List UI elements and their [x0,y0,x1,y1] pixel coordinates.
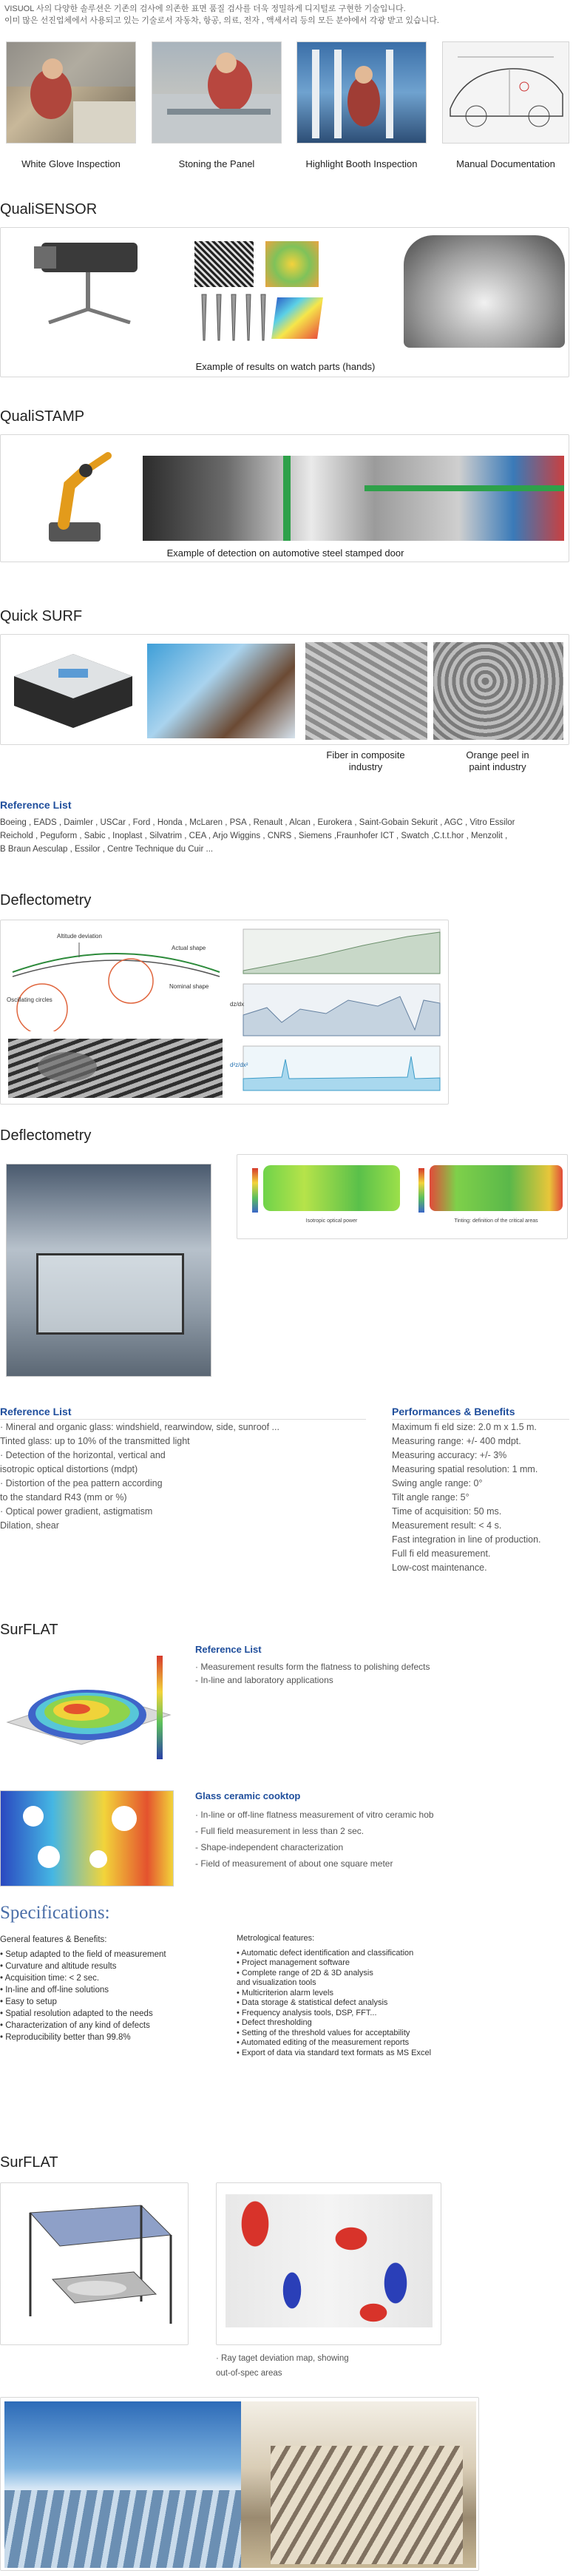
caption-orange-line-1: Orange peel in [466,749,529,761]
reference-heading: Reference List [0,799,72,811]
quicksurf-device-image [7,647,140,735]
performance-list [392,1420,541,1575]
surflat-caption [216,2351,349,2381]
watch-pattern-image [194,241,254,287]
intro-line-1: VISUOL 사의 다양한 솔루션은 기존의 검사에 의존한 표면 품질 검사를 더욱 정밀하게 디지털로 구현한 기술입니다. [4,4,406,13]
reference-item: to the standard R43 (mm or %) [0,1492,127,1503]
orange-peel-image [433,642,563,740]
performance-item: Measuring spatial resolution: 1 mm. [392,1464,538,1474]
windshield-booth-photo [6,1164,211,1377]
surflat-3d-map [0,1648,177,1767]
surflat-title-2: SurFLAT [0,2154,58,2171]
general-feature-item: • In-line and off-line solutions [0,1986,109,1995]
general-feature-item: • Acquisition time: < 2 sec. [0,1974,100,1983]
performance-item: Fast integration in line of production. [392,1534,541,1545]
general-features [0,1934,166,2043]
deflectometry-graphs [230,926,446,1101]
reference-line: B Braun Aesculap , Essilor , Centre Technique du Cuir ... [0,845,214,854]
quicksurf-panel [0,634,569,745]
qualistamp-panel [0,434,569,562]
highlight-booth-photo [296,41,427,144]
qualisensor-caption: Example of results on watch parts (hands) [195,361,376,372]
performance-item: Maximum fi eld size: 2.0 m x 1.5 m. [392,1422,537,1432]
general-features-heading: General features & Benefits: [0,1935,107,1944]
watch-hands-image [194,291,268,343]
optical-power-map [263,1165,400,1211]
general-feature-item: • Easy to setup [0,1997,57,2006]
caption-white-glove: White Glove Inspection [21,158,121,169]
glass-cooktop-item: - Field of measurement of about one square meter [195,1858,393,1869]
metrological-item: • Defect thresholding [237,2018,312,2027]
graph-label-d2zdx2: d²z/dx² [230,1062,248,1068]
solar-mirror-photo-2 [241,2401,476,2568]
reference-item: isotropic optical distortions (mdpt) [0,1464,138,1474]
metrological-features [237,1934,431,2058]
fiber-composite-image [305,642,427,740]
watch-heatmap-image [265,241,319,287]
qualisensor-title: QualiSENSOR [0,201,98,218]
surflat-reference-heading: Reference List [195,1644,262,1655]
surflat-reference-item: - In-line and laboratory applications [195,1675,333,1685]
solar-field-panel [0,2397,479,2571]
label-actual: Actual shape [172,945,206,951]
deflectometry-panel-1 [0,920,449,1105]
windshield-maps-panel [237,1154,568,1239]
deflectometry-reference-heading: Reference List [0,1406,72,1417]
caption-fiber [305,749,427,773]
map-label-1: Isotropic optical power [305,1218,358,1224]
surflat-reference-list [195,1660,430,1687]
qualistamp-caption: Example of detection on automotive steel stamped door [166,547,404,559]
deflectometry-title-1: Deflectometry [0,892,92,908]
divider [392,1419,569,1420]
quicksurf-usage-photo [147,644,295,738]
deflectometry-fringe-image [8,1039,223,1098]
general-feature-item: • Reproducibility better than 99.8% [0,2033,131,2042]
reference-item: Tinted glass: up to 10% of the transmitted light [0,1436,190,1446]
intro-line-2: 이미 많은 선진업체에서 사용되고 있는 기술로서 자동차, 항공, 의료, 전자 , 액세서리 등의 모든 분야에서 각광 받고 있습니다. [4,16,439,25]
glass-cooktop-item: - Full field measurement in less than 2 sec. [195,1826,365,1836]
reference-line: Reichold , Peguform , Sabic , Inoplast , Silvatrim , CEA , Arjo Wiggins , CNRS , Siemens ,Fraunhofer ICT , Swatch ,C.t.t.hor , Menzolit , [0,832,508,840]
cooktop-map [0,1790,174,1887]
metrological-item: • Project management software [237,1958,350,1967]
stamped-door-image [143,456,564,541]
map-label-2: Tinting: definition of the critical areas [454,1218,538,1224]
metrological-heading: Metrological features: [237,1934,315,1943]
qualistamp-title: QualiSTAMP [0,408,85,425]
performance-item: Time of acquisition: 50 ms. [392,1506,502,1517]
glass-cooktop-list [195,1807,434,1872]
label-altitude: Altitude deviation [57,933,102,940]
robot-arm-image [34,441,123,544]
surflat-caption-line-1: · Ray taget deviation map, showing [216,2354,349,2363]
surflat-reference-item: · Measurement results form the flatness to polishing defects [195,1662,430,1672]
performance-item: Measuring range: +/- 400 mdpt. [392,1436,521,1446]
reference-item: · Optical power gradient, astigmatism [0,1506,153,1517]
general-feature-item: • Setup adapted to the field of measurement [0,1950,166,1959]
graph-label-dzdx: dz/dx [230,1001,245,1008]
reference-list [0,816,515,856]
metrological-item: • Frequency analysis tools, DSP, FFT... [237,2008,377,2017]
stoning-panel-photo [152,41,282,144]
divider [0,1419,366,1420]
glass-cooktop-item: · In-line or off-line flatness measurement of vitro ceramic hob [195,1810,434,1820]
caption-orange-peel [433,749,563,773]
caption-manual-documentation: Manual Documentation [456,158,555,169]
qualisensor-panel [0,227,569,377]
caption-fiber-line-2: industry [348,761,383,772]
reference-line: Boeing , EADS , Daimler , USCar , Ford , Honda , McLaren , PSA , Renault , Alcan , Eurokera , Saint-Gobain Sekurit , AGC , Vitro Essilor [0,818,515,827]
reference-item: · Mineral and organic glass: windshield, rearwindow, side, sunroof ... [0,1422,279,1432]
caption-stoning: Stoning the Panel [178,158,255,169]
label-oscillating: Oscillating circles [7,997,52,1003]
surflat-title-1: SurFLAT [0,1622,58,1638]
performance-heading: Performances & Benefits [392,1406,515,1417]
deflectometry-reference-list [0,1420,279,1533]
performance-item: Low-cost maintenance. [392,1562,487,1573]
performance-item: Swing angle range: 0° [392,1478,483,1488]
general-feature-item: • Spatial resolution adapted to the needs [0,2009,153,2018]
performance-item: Full fi eld measurement. [392,1548,491,1559]
deflectometry-title-2: Deflectometry [0,1127,92,1144]
metrological-item: • Export of data via standard text formats as MS Excel [237,2048,432,2057]
performance-item: Tilt angle range: 5° [392,1492,469,1503]
quicksurf-title: Quick SURF [0,608,83,624]
qualisensor-device-image [4,235,152,324]
metrological-item: • Setting of the threshold values for acceptability [237,2028,410,2037]
surflat-deviation-panel [216,2182,441,2345]
surflat-rig-panel [0,2182,189,2345]
glass-cooktop-item: - Shape-independent characterization [195,1842,344,1852]
ray-deviation-map [226,2194,433,2327]
surflat-rig-image [8,2191,182,2339]
white-glove-photo [6,41,136,144]
metrological-item: • Automated editing of the measurement reports [237,2038,410,2047]
solar-mirror-photo-1 [4,2401,241,2568]
reference-item: · Distortion of the pea pattern according [0,1478,163,1488]
caption-highlight-booth: Highlight Booth Inspection [305,158,418,169]
general-feature-item: • Characterization of any kind of defects [0,2021,150,2030]
deflectometry-diagram [5,928,227,1031]
manual-documentation-drawing [442,41,569,144]
caption-orange-line-2: paint industry [469,761,526,772]
surflat-caption-line-2: out-of-spec areas [216,2369,282,2378]
metrological-item: and visualization tools [237,1978,316,1987]
tinting-map [430,1165,563,1211]
car-tunnel-image [404,235,565,348]
metrological-item: • Complete range of 2D & 3D analysis [237,1968,373,1977]
watch-3d-map-image [271,297,323,339]
reference-item: · Detection of the horizontal, vertical and [0,1450,166,1460]
performance-item: Measuring accuracy: +/- 3% [392,1450,507,1460]
glass-cooktop-heading: Glass ceramic cooktop [195,1790,301,1801]
performance-item: Measurement result: < 4 s. [392,1520,502,1531]
metrological-item: • Multicriterion alarm levels [237,1988,333,1997]
intro-text [4,3,566,27]
reference-item: Dilation, shear [0,1520,59,1531]
metrological-item: • Data storage & statistical defect analysis [237,1998,388,2007]
general-feature-item: • Curvature and altitude results [0,1962,117,1971]
caption-fiber-line-1: Fiber in composite [326,749,405,761]
specifications-title: Specifications: [0,1903,110,1923]
metrological-item: • Automatic defect identification and classification [237,1948,414,1958]
label-nominal: Nominal shape [169,983,209,990]
